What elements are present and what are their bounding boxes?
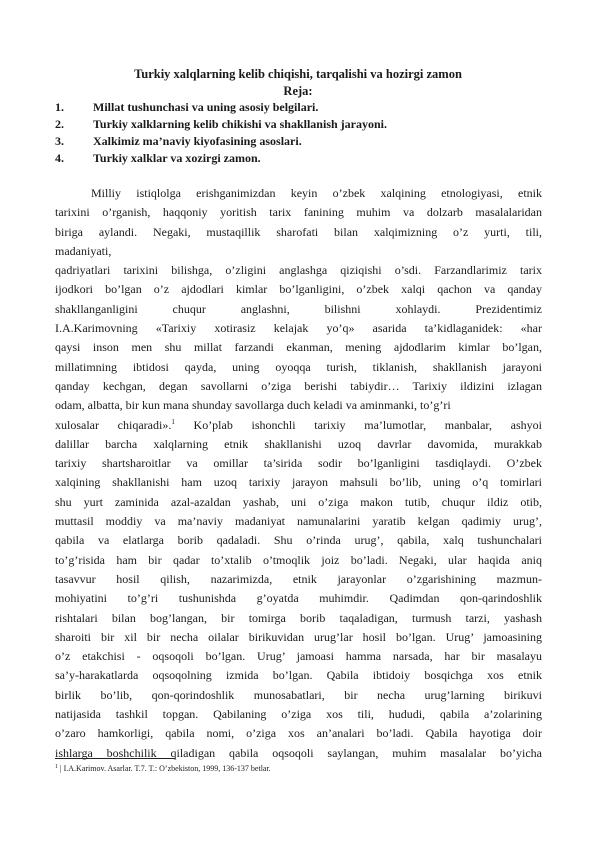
plan-heading: Reja: bbox=[283, 84, 313, 98]
body-line: rishtalari bilan bog’langan, bir tomirga borib taqaladigan, turmush tarzi, yashash bbox=[55, 610, 542, 625]
body-line: madaniyati, bbox=[55, 243, 112, 258]
body-line: qadriyatlari tarixini bilishga, o’zligini anglashga qiziqishi o’sdi. Farzandlarimiz tarix bbox=[55, 263, 542, 278]
body-line: o’z etakchisi - oqsoqoli bo’lgan. Urug’ jamoasi hamma narsada, har bir masalayu bbox=[55, 649, 542, 664]
footnote-divider bbox=[55, 758, 175, 759]
footnote-sub-marker: | bbox=[60, 764, 62, 773]
body-line: tarixiy shartsharoitlar va omillar ta’sirida sodir bo’lganligini tasdiqlaydi. O’zbek bbox=[55, 456, 542, 471]
plan-item-text: Xalkimiz ma’naviy kiyofasining asoslari. bbox=[93, 134, 302, 148]
body-line: to’g’risida ham bir qadar to’xtalib o’tmoqlik joiz bo’ladi. Negaki, ular haqida aniq bbox=[55, 552, 542, 567]
plan-item bbox=[55, 150, 261, 166]
body-line: shakllanganligini chuqur anglashni, bilishni xohlaydi. Prezidentimiz bbox=[55, 301, 542, 316]
plan-item-number: 4. bbox=[55, 151, 64, 165]
plan-item-text: Turkiy xalklarning kelib chikishi va shakllanish jarayoni. bbox=[93, 117, 387, 131]
footnote-reference[interactable]: 1 bbox=[171, 417, 175, 426]
body-line: sa’y-harakatlarda oqsoqolning izmida bo’lgan. Qabila ibtidoiy bosqichga xos etnik bbox=[55, 668, 542, 683]
body-line: qabila va elatlarga borib qadaladi. Shu o’rinda urug’, qabila, xalq tushunchalari bbox=[55, 533, 542, 548]
body-line: Milliy istiqlolga erishganimizdan keyin o’zbek xalqining etnologiyasi, etnik bbox=[91, 186, 542, 200]
plan-item-number: 1. bbox=[55, 100, 64, 114]
body-line: dalillar barcha xalqlarning etnik shakllanishi uzoq davrlar davomida, murakkab bbox=[55, 436, 542, 451]
body-line: qaysi inson men shu millat farzandi ekanman, mening ajdodlarim kimlar bo’lgan, bbox=[55, 340, 542, 355]
plan-item-number: 3. bbox=[55, 134, 64, 148]
body-line: tasavvur hosil qilish, nazarimizda, etnik jarayonlar o’zgarishining mazmun- bbox=[55, 571, 542, 586]
body-line: biriga aylandi. Negaki, mustaqillik sharofati bilan xalqimizning o’z yurti, tili, bbox=[55, 224, 542, 239]
plan-item bbox=[55, 133, 302, 149]
body-text bbox=[55, 184, 542, 763]
body-line: mohiyatini to’g’ri tushunishda g’oyatda muhimdir. Qadimdan qon-qarindoshlik bbox=[55, 591, 542, 606]
body-line-continuation: Ko’plab ishonchli tarixiy ma’lumotlar, manbalar, ashyoi bbox=[174, 417, 542, 432]
plan-item bbox=[55, 99, 318, 115]
body-line: millatimning ibtidosi qayda, uning oyoqqa turish, tiklanish, shakllanish jarayoni bbox=[55, 359, 542, 374]
body-line: o’zaro hamkorligi, qabila nomi, o’ziga xos an’analari bo’ladi. Qabila hayotiga doir bbox=[55, 726, 542, 741]
body-line: xulosalar chiqaradi». bbox=[55, 417, 172, 432]
body-line: ishlarga boshchilik qiladigan qabila oqsoqoli saylangan, muhim masalalar bo’yicha bbox=[55, 745, 542, 760]
plan-item-number: 2. bbox=[55, 117, 64, 131]
footnote-marker: 1 bbox=[55, 764, 58, 770]
body-line-with-footnote bbox=[55, 416, 542, 435]
plan-item bbox=[55, 116, 387, 132]
body-line: odam, albatta, bir kun mana shunday savollarga duch keladi va aminmanki, to’g’ri bbox=[55, 398, 451, 413]
body-line: birlik bo’lib, qon-qorindoshlik munosabatlari, bir necha urug’larning birikuvi bbox=[55, 687, 542, 702]
body-line: xalqining shakllanishi ham uzoq tarixiy jarayon mahsuli bo’lib, uning o’q tomirlari bbox=[55, 475, 542, 490]
body-line: ijodkori bo’lgan o’z ajdodlari kimlar bo’lganligini, o’zbek xalqi qachon va qanday bbox=[55, 282, 542, 297]
body-line: tarixini o’rganish, haqqoniy yoritish tarix fanining muhim va dolzarb masalalaridan bbox=[55, 205, 542, 220]
plan-item-text: Turkiy xalklar va xozirgi zamon. bbox=[93, 151, 261, 165]
footnote-text: I.A.Karimov. Asarlar. T.7. T.: O’zbekiston, 1999, 136-137 betlar. bbox=[61, 764, 271, 773]
document-title: Turkiy xalqlarning kelib chiqishi, tarqalishi va hozirgi zamon bbox=[134, 67, 462, 81]
body-line: sharoiti bir xil bir necha oilalar birikuvidan urug’lar hosil bo’lgan. Urug’ jamoasining bbox=[55, 629, 542, 644]
body-line: shu yurt zaminida azal-azaldan yashab, uni o’ziga makon tutib, chuqur ildiz otib, bbox=[55, 494, 542, 509]
body-line: qanday kechgan, degan savollarni o’ziga berishi tabiydir… Tarixiy ildizini izlagan bbox=[55, 378, 542, 393]
body-line: muttasil moddiy va ma’naviy madaniyat namunalarini yaratib kelgan qadimiy urug’, bbox=[55, 514, 542, 529]
body-line: I.A.Karimovning «Tarixiy xotirasiz kelajak yo’q» asarida ta’kidlaganidek: «har bbox=[55, 321, 542, 336]
footnote bbox=[55, 764, 271, 774]
body-line: natijasida tashkil topgan. Qabilaning o’ziga xos tili, hududi, qabila a’zolarining bbox=[55, 707, 542, 722]
plan-item-text: Millat tushunchasi va uning asosiy belgilari. bbox=[93, 100, 319, 114]
